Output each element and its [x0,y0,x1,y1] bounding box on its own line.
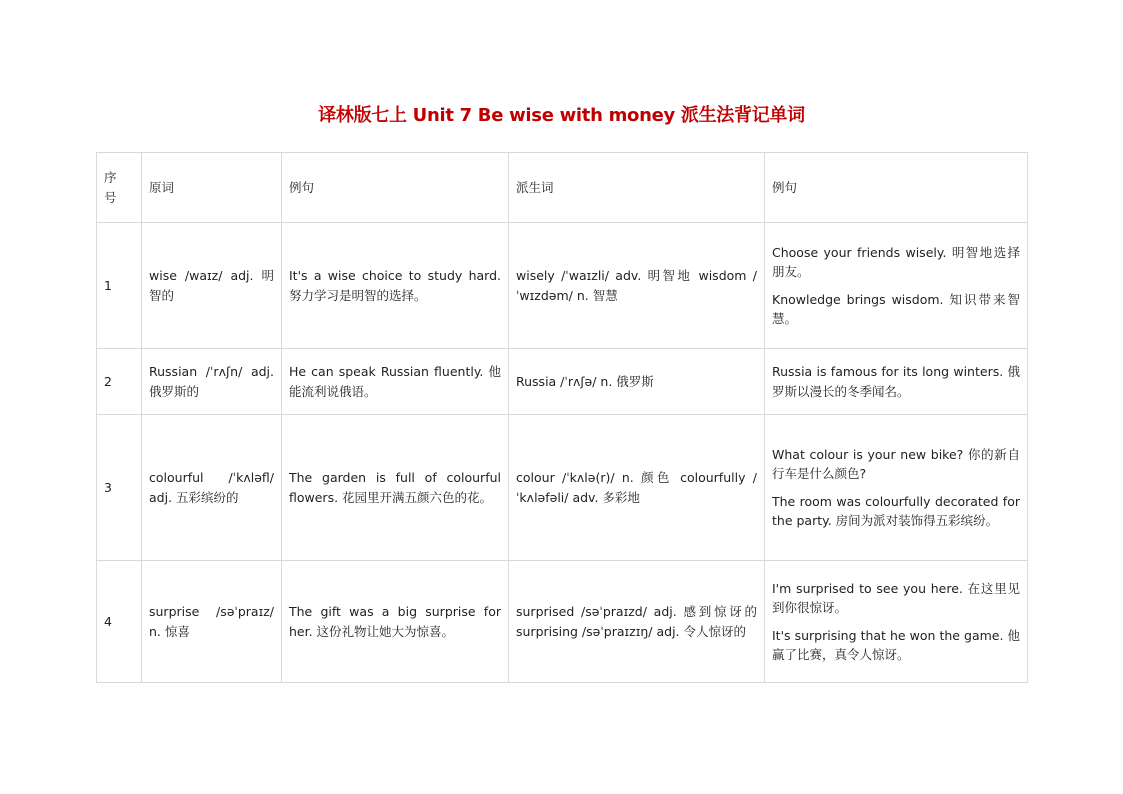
row-number: 4 [97,561,142,683]
header-original-word: 原词 [142,153,282,223]
header-example: 例句 [282,153,509,223]
header-number: 序号 [97,153,142,223]
example-sentence: He can speak Russian fluently. 他能流利说俄语。 [282,349,509,415]
table-row [97,415,1028,561]
derived-example-sentence: It's surprising that he won the game. 他赢了比赛，真令人惊讶。 [772,627,1020,662]
derived-example [765,561,1028,683]
original-word: wise /waɪz/ adj. 明智的 [142,223,282,349]
vocabulary-table [96,152,1028,683]
derived-example [765,415,1028,561]
table-row [97,223,1028,349]
derived-example [765,349,1028,415]
table-header-row [97,153,1028,223]
derived-example-sentence: What colour is your new bike? 你的新自行车是什么颜色? [772,446,1020,482]
derived-word: colour /ˈkʌlə(r)/ n. 颜色 colourfully /ˈkʌləfəli/ adv. 多彩地 [509,415,765,561]
derived-example-sentence: Knowledge brings wisdom. 知识带来智慧。 [772,291,1020,326]
row-number: 2 [97,349,142,415]
original-word: surprise /səˈpraɪz/ n. 惊喜 [142,561,282,683]
document-title: 译林版七上 Unit 7 Be wise with money 派生法背记单词 [318,105,805,126]
example-sentence: The garden is full of colourful flowers. 花园里开满五颜六色的花。 [282,415,509,561]
derived-example-sentence: Choose your friends wisely. 明智地选择朋友。 [772,244,1020,280]
table-row [97,349,1028,415]
example-sentence: The gift was a big surprise for her. 这份礼物让她大为惊喜。 [282,561,509,683]
derived-word: wisely /ˈwaɪzli/ adv. 明智地 wisdom /ˈwɪzdəm/ n. 智慧 [509,223,765,349]
derived-example-sentence: I'm surprised to see you here. 在这里见到你很惊讶。 [772,580,1020,616]
derived-word: surprised /səˈpraɪzd/ adj. 感到惊讶的 surprising /səˈpraɪzɪŋ/ adj. 令人惊讶的 [509,561,765,683]
table-row [97,561,1028,683]
original-word: Russian /ˈrʌʃn/ adj. 俄罗斯的 [142,349,282,415]
derived-example-sentence: The room was colourfully decorated for the party. 房间为派对装饰得五彩缤纷。 [772,493,1020,528]
row-number: 3 [97,415,142,561]
derived-word: Russia /ˈrʌʃə/ n. 俄罗斯 [509,349,765,415]
row-number: 1 [97,223,142,349]
original-word: colourful /ˈkʌləfl/ adj. 五彩缤纷的 [142,415,282,561]
header-derived-example: 例句 [765,153,1028,223]
derived-example-sentence: Russia is famous for its long winters. 俄罗斯以漫长的冬季闻名。 [772,364,1020,399]
example-sentence: It's a wise choice to study hard. 努力学习是明智的选择。 [282,223,509,349]
header-derived-word: 派生词 [509,153,765,223]
derived-example [765,223,1028,349]
